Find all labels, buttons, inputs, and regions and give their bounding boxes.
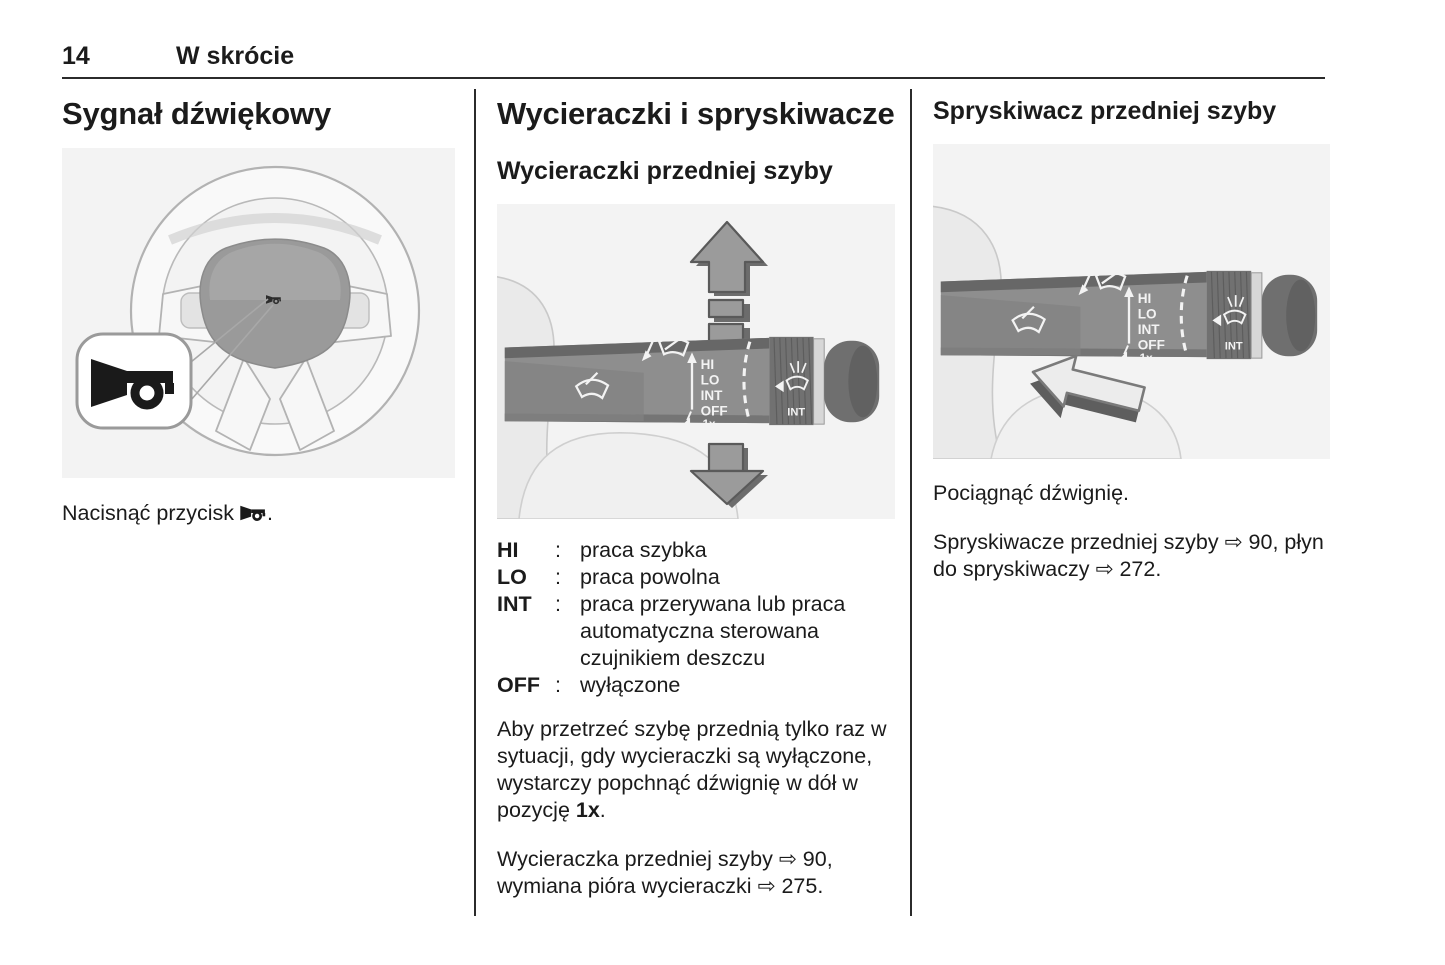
wiper-references-paragraph: Wycieraczka przedniej szyby ⇨ 90, wymiana pióra wycieraczki ⇨ 275.	[497, 846, 833, 898]
header-rule	[62, 77, 1325, 79]
steering-wheel-figure	[62, 148, 455, 478]
section-title-wipers: Wycieraczki i spryskiwacze	[497, 96, 895, 131]
wiper-stalk-figure	[497, 204, 895, 519]
horn-icon	[240, 504, 267, 522]
stalk-label-lo: LO	[1137, 306, 1157, 322]
stalk-label-hi: HI	[700, 356, 715, 372]
column-divider-1	[474, 89, 476, 916]
wiper-stalk-illustration	[497, 204, 895, 519]
page-number: 14	[62, 42, 90, 70]
stalk-label-1x: 1x	[1139, 352, 1153, 366]
subsection-title-front-wipers: Wycieraczki przedniej szyby	[497, 157, 833, 185]
list-item: HI : praca szybka	[497, 538, 707, 562]
term-hi: HI	[497, 538, 519, 562]
stalk-label-off: OFF	[1137, 337, 1165, 353]
stalk-label-1x: 1x	[702, 418, 716, 432]
washer-stalk-illustration	[933, 144, 1330, 459]
wiper-positions-list	[497, 537, 895, 699]
list-item: INT : praca przerywana lub praca automatyczna sterowana czujnikiem deszczu	[497, 592, 846, 670]
list-item: OFF : wyłączone	[497, 673, 681, 697]
wiper-section	[497, 96, 895, 921]
column-divider-2	[910, 89, 912, 916]
washer-section	[933, 96, 1330, 604]
subsection-title-washer: Spryskiwacz przedniej szyby	[933, 97, 1277, 125]
washer-stalk-figure	[933, 144, 1330, 459]
single-wipe-paragraph: Aby przetrzeć szybę przednią tylko raz w sytuacji, gdy wycieraczki są wyłączone, wystarczy popchnąć dźwignię w dół w pozycję 1x.	[497, 717, 887, 822]
horn-caption-period: .	[267, 501, 274, 525]
washer-references-paragraph: Spryskiwacze przedniej szyby ⇨ 90, płyn do spryskiwaczy ⇨ 272.	[933, 529, 1324, 581]
section-title-horn: Sygnał dźwiękowy	[62, 96, 331, 131]
term-off: OFF	[497, 673, 540, 697]
metal-ring	[1251, 273, 1262, 358]
stalk-label-lo: LO	[700, 372, 720, 388]
term-int: INT	[497, 592, 532, 616]
stalk-ring-label-int: INT	[787, 406, 806, 419]
wiper-stalk	[505, 337, 879, 431]
stalk-label-int: INT	[700, 387, 723, 403]
stalk-label-int: INT	[1137, 321, 1160, 337]
chapter-title: W skrócie	[176, 42, 295, 70]
horn-caption	[62, 500, 455, 527]
horn-caption-text: Nacisnąć przycisk	[62, 501, 235, 525]
horn-section	[62, 96, 455, 549]
term-lo: LO	[497, 565, 527, 589]
list-item: LO : praca powolna	[497, 565, 720, 589]
bold-1x: 1x	[575, 798, 600, 822]
stalk-ring-label-int: INT	[1224, 340, 1243, 353]
metal-ring	[814, 339, 825, 424]
washer-action-paragraph: Pociągnąć dźwignię.	[933, 481, 1130, 505]
stalk-label-hi: HI	[1137, 290, 1152, 306]
wiper-stalk	[941, 271, 1317, 365]
steering-wheel-illustration	[62, 148, 455, 478]
stalk-label-off: OFF	[700, 403, 728, 419]
